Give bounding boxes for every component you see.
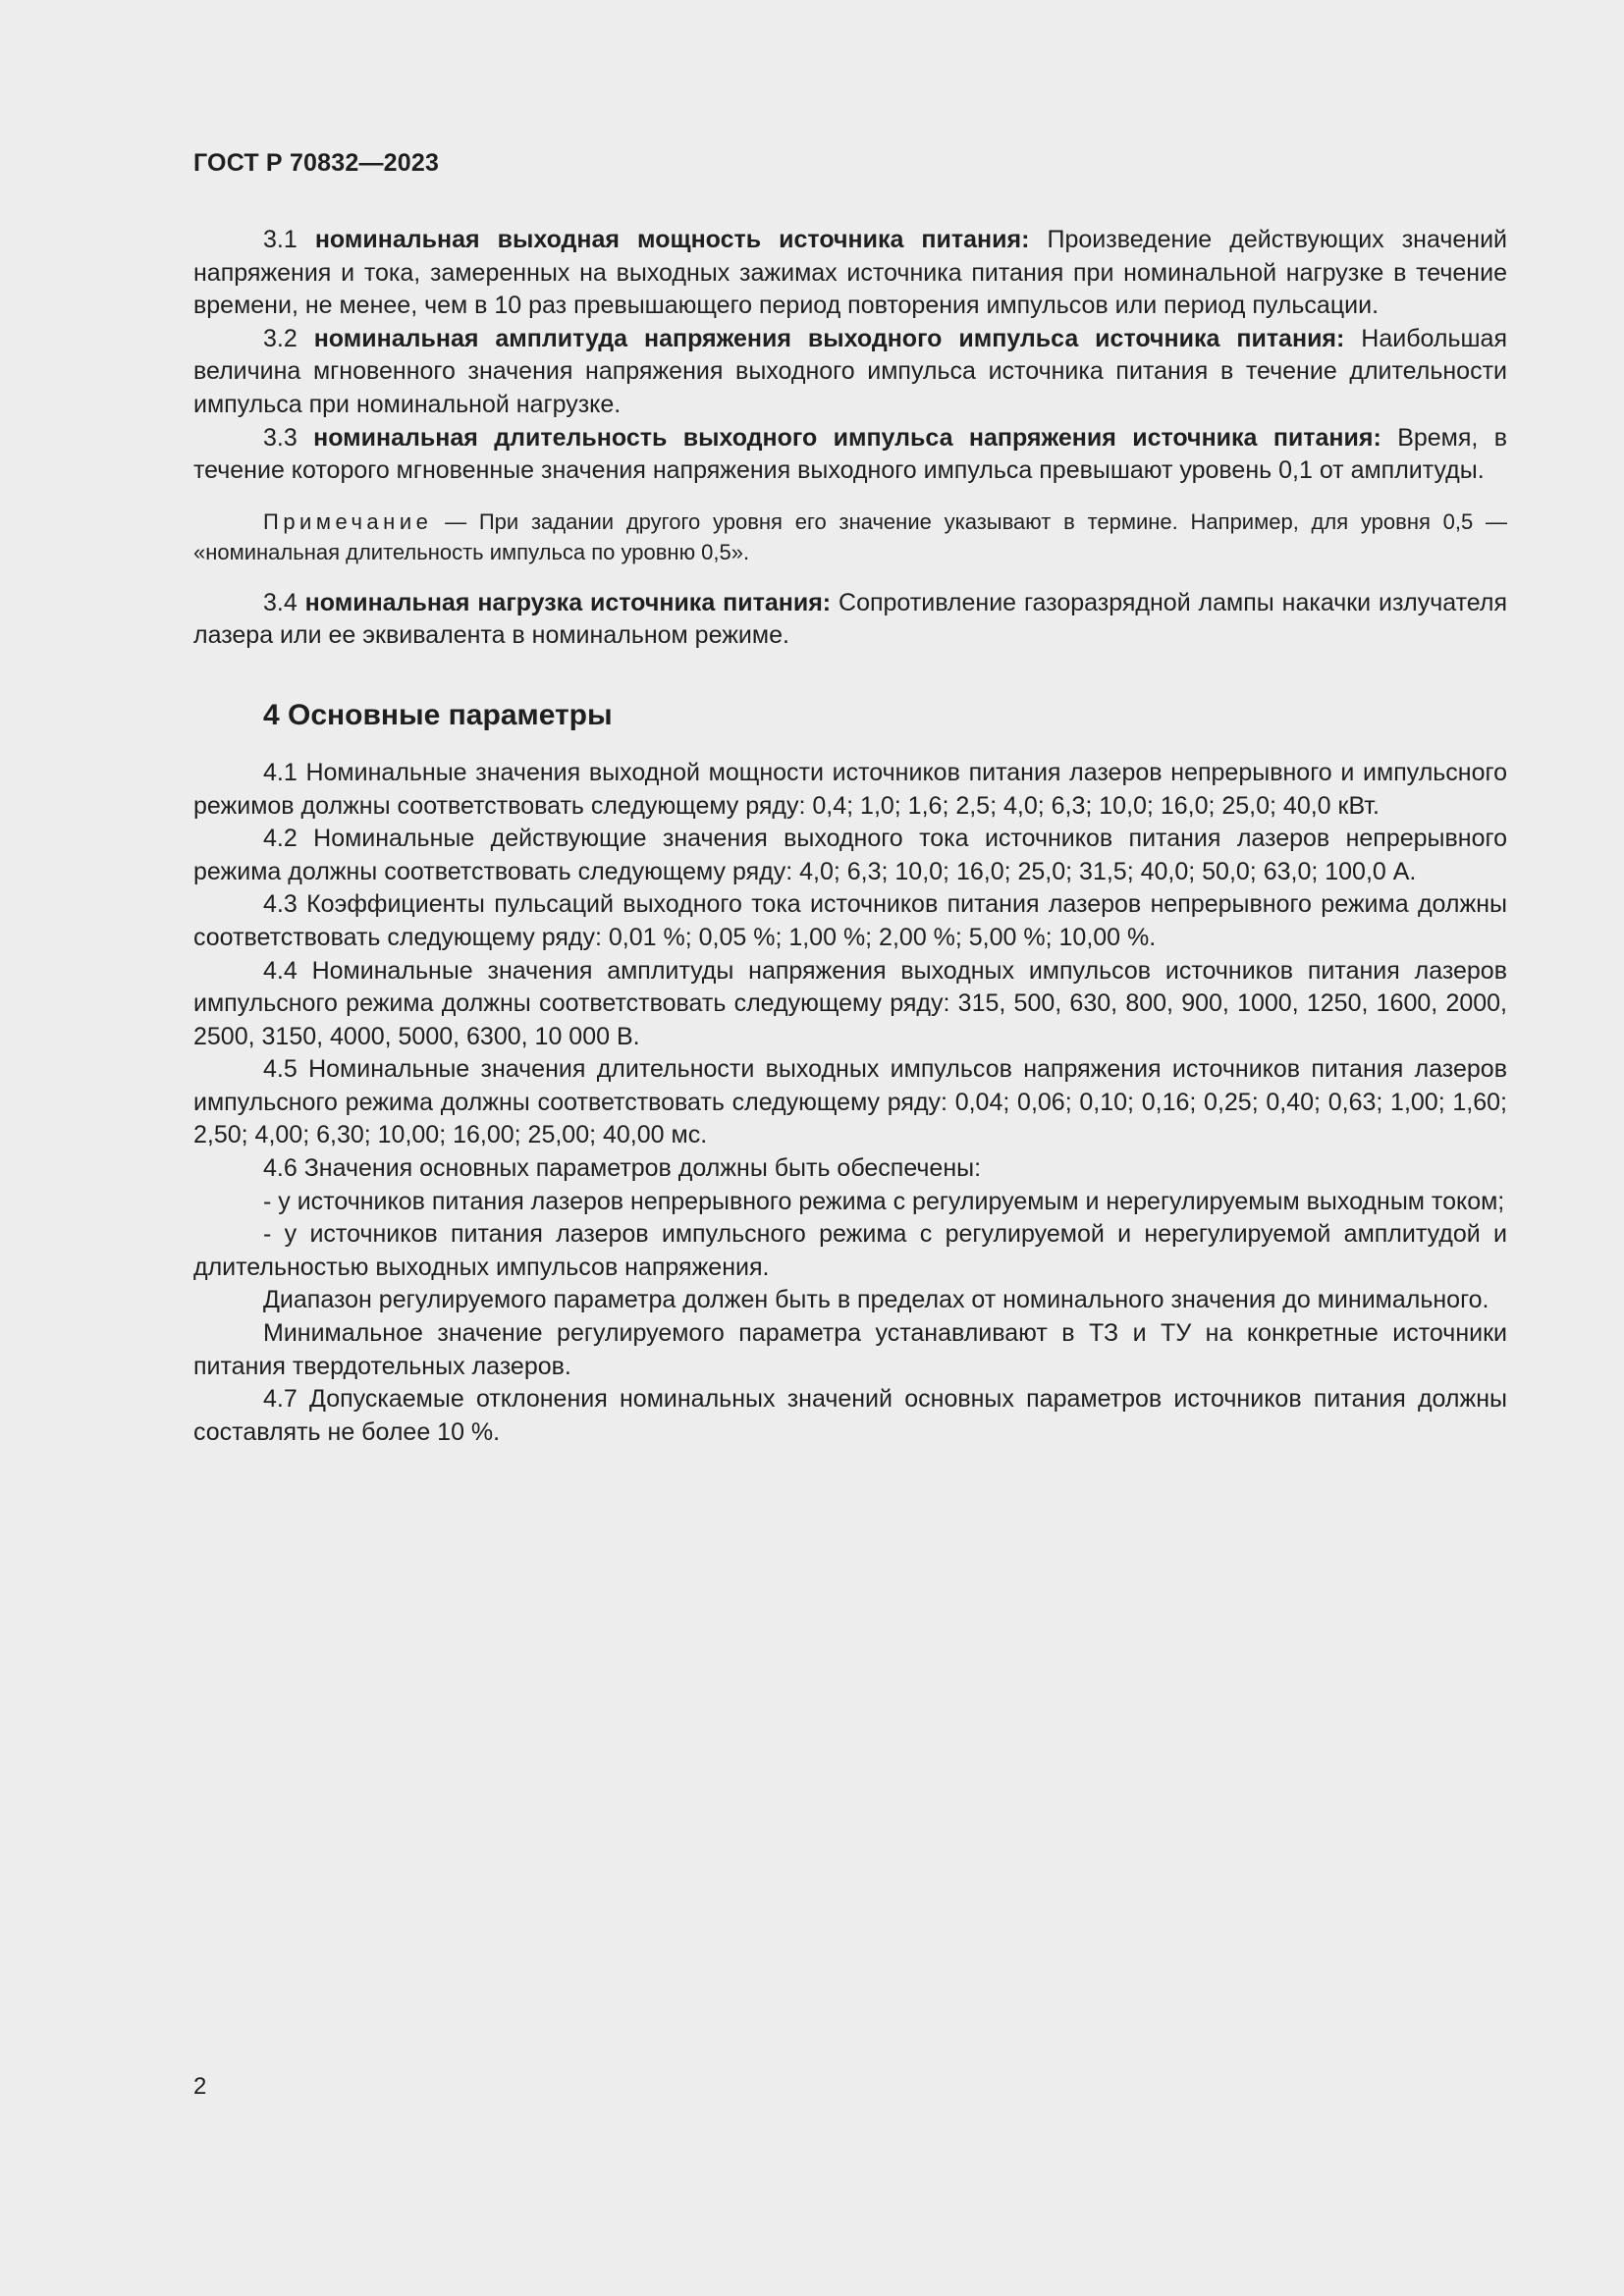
running-head: ГОСТ Р 70832—2023: [193, 149, 440, 177]
clause-4-7: 4.7 Допускаемые отклонения номинальных значений основных параметров источников питания должны составлять не более 10 %.: [193, 1385, 1507, 1446]
definition: Произведение действующих значений напряжения и тока, замеренных на выходных зажимах источника питания при номинальной нагрузке в течение времени, не менее, чем в 10 раз превышающего период повторения импульсов или период пульсации.: [193, 226, 1507, 320]
clause-4-5: 4.5 Номинальные значения длительности выходных импульсов напряжения источников питания лазеров импульсного режима должны соответствовать следующему ряду: 0,04; 0,06; 0,10; 0,16; 0,25; 0,40; 0,63; 1,00; 1,60; 2,50; 4,00; 6,30; 10,00; 16,00; 25,00; 40,00 мс.: [193, 1055, 1507, 1149]
clause-4-3: 4.3 Коэффициенты пульсаций выходного тока источников питания лазеров непрерывного режима должны соответствовать следующему ряду: 0,01 %; 0,05 %; 1,00 %; 2,00 %; 5,00 %; 10,00 %.: [193, 890, 1507, 951]
paragraph: Диапазон регулируемого параметра должен быть в пределах от номинального значения до минимального.: [263, 1286, 1489, 1314]
clause-number: 3.3: [263, 423, 298, 452]
note-text: — При задании другого уровня его значение указывают в термине. Например, для уровня 0,5 — «номинальная длительность импульса по уровню 0,5».: [193, 508, 1507, 564]
list-item: - у источников питания лазеров непрерывного режима с регулируемым и нерегулируемым выходным током;: [263, 1187, 1505, 1215]
term: номинальная выходная мощность источника питания:: [314, 226, 1030, 253]
note-label: Примечание: [263, 508, 433, 534]
clause-4-4: 4.4 Номинальные значения амплитуды напряжения выходных импульсов источников питания лазеров импульсного режима должны соответствовать следующему ряду: 315, 500, 630, 800, 900, 1000, 1250, 1600, 2000, 2500, 3150, 4000, 5000, 6300, 10 000 В.: [193, 956, 1507, 1050]
clause-3-3: [193, 422, 1507, 488]
clause-3-2: [193, 323, 1507, 422]
clause-number: 3.4: [263, 588, 298, 616]
definition: Время, в течение которого мгновенные значения напряжения выходного импульса превышают уровень 0,1 от амплитуды.: [193, 423, 1508, 485]
note: [193, 507, 1507, 567]
clause-number: 3.1: [263, 226, 298, 253]
page-number: 2: [193, 2073, 207, 2100]
definition: Наибольшая величина мгновенного значения напряжения выходного импульса источника питания в течение длительности импульса при номинальной нагрузке.: [193, 324, 1507, 418]
term: номинальная амплитуда напряжения выходного импульса источника питания:: [313, 324, 1345, 352]
section-heading: 4 Основные параметры: [263, 698, 613, 731]
clause-3-4: [193, 587, 1507, 653]
clause-4-6: 4.6 Значения основных параметров должны быть обеспечены:: [263, 1154, 982, 1183]
list-item: - у источников питания лазеров импульсного режима с регулируемой и нерегулируемой амплитудой и длительностью выходных импульсов напряжения.: [193, 1220, 1507, 1281]
page-content: [193, 224, 1507, 1449]
paragraph: Минимальное значение регулируемого параметра устанавливают в ТЗ и ТУ на конкретные источники питания твердотельных лазеров.: [193, 1319, 1507, 1380]
clause-4-2: 4.2 Номинальные действующие значения выходного тока источников питания лазеров непрерывного режима должны соответствовать следующему ряду: 4,0; 6,3; 10,0; 16,0; 25,0; 31,5; 40,0; 50,0; 63,0; 100,0 А.: [193, 825, 1507, 885]
clause-4-1: 4.1 Номинальные значения выходной мощности источников питания лазеров непрерывного и импульсного режимов должны соответствовать следующему ряду: 0,4; 1,0; 1,6; 2,5; 4,0; 6,3; 10,0; 16,0; 25,0; 40,0 кВт.: [193, 758, 1507, 820]
definition: Сопротивление газоразрядной лампы накачки излучателя лазера или ее эквивалента в номинальном режиме.: [193, 588, 1507, 650]
term: номинальная нагрузка источника питания:: [304, 588, 832, 616]
clause-3-1: [193, 224, 1507, 323]
term: номинальная длительность выходного импульса напряжения источника питания:: [313, 423, 1381, 452]
clause-number: 3.2: [263, 324, 298, 352]
